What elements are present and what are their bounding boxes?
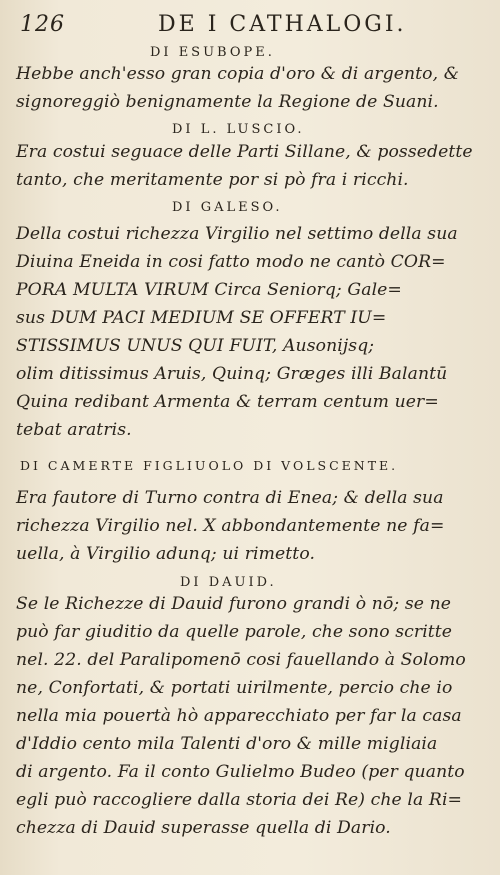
text-line: Se le Richezze di Dauid furono grandi ò nō; se ne bbox=[16, 594, 452, 614]
text-line: tebat aratris. bbox=[16, 420, 132, 440]
text-line: chezza di Dauid superasse quella di Dario. bbox=[16, 818, 391, 838]
text-line: PORA MULTA VIRUM Circa Seniorq; Gale= bbox=[16, 280, 402, 300]
running-head bbox=[20, 12, 460, 36]
text-line: ne, Confortati, & portati uirilmente, percio che io bbox=[16, 678, 453, 698]
text-line: uella, à Virgilio adunq; ui rimetto. bbox=[16, 544, 316, 564]
text-line: richezza Virgilio nel. X abbondantemente ne fa= bbox=[16, 516, 445, 536]
text-line: d'Iddio cento mila Talenti d'oro & mille migliaia bbox=[16, 734, 438, 754]
text-line: Quina redibant Armenta & terram centum uer= bbox=[16, 392, 439, 412]
text-line: olim ditissimus Aruis, Quinq; Græges illi Balantū bbox=[16, 364, 448, 384]
section-heading: DI L. LUSCIO. bbox=[172, 122, 305, 137]
text-line: Della costui richezza Virgilio nel settimo della sua bbox=[16, 224, 458, 244]
text-line: tanto, che meritamente por si pò fra i ricchi. bbox=[16, 170, 409, 190]
text-line: nel. 22. del Paralipomenō cosi fauellando à Solomo bbox=[16, 650, 466, 670]
text-line: Hebbe anch'esso gran copia d'oro & di argento, & bbox=[16, 64, 460, 84]
text-line: signoreggiò benignamente la Regione de Suani. bbox=[16, 92, 439, 112]
text-line: può far giuditio da quelle parole, che sono scritte bbox=[16, 622, 453, 642]
text-line: Era costui seguace delle Parti Sillane, & possedette bbox=[16, 142, 473, 162]
running-title: DE I CATHALOGI. bbox=[158, 12, 407, 37]
section-heading: DI ESUBOPE. bbox=[150, 45, 275, 60]
page-number: 126 bbox=[20, 12, 65, 37]
text-line: sus DUM PACI MEDIUM SE OFFERT IU= bbox=[16, 308, 387, 328]
section-heading: DI CAMERTE FIGLIUOLO DI VOLSCENTE. bbox=[20, 458, 399, 473]
text-line: STISSIMUS UNUS QUI FUIT, Ausonijsq; bbox=[16, 336, 375, 356]
text-line: nella mia pouertà hò apparecchiato per far la casa bbox=[16, 706, 462, 726]
text-line: Diuina Eneida in cosi fatto modo ne cantò COR= bbox=[16, 252, 446, 272]
section-heading: DI DAUID. bbox=[180, 575, 277, 590]
section-heading: DI GALESO. bbox=[172, 200, 283, 215]
text-line: egli può raccogliere dalla storia dei Re) che la Ri= bbox=[16, 790, 463, 810]
text-line: di argento. Fa il conto Gulielmo Budeo (per quanto bbox=[16, 762, 465, 782]
text-line: Era fautore di Turno contra di Enea; & della sua bbox=[16, 488, 444, 508]
